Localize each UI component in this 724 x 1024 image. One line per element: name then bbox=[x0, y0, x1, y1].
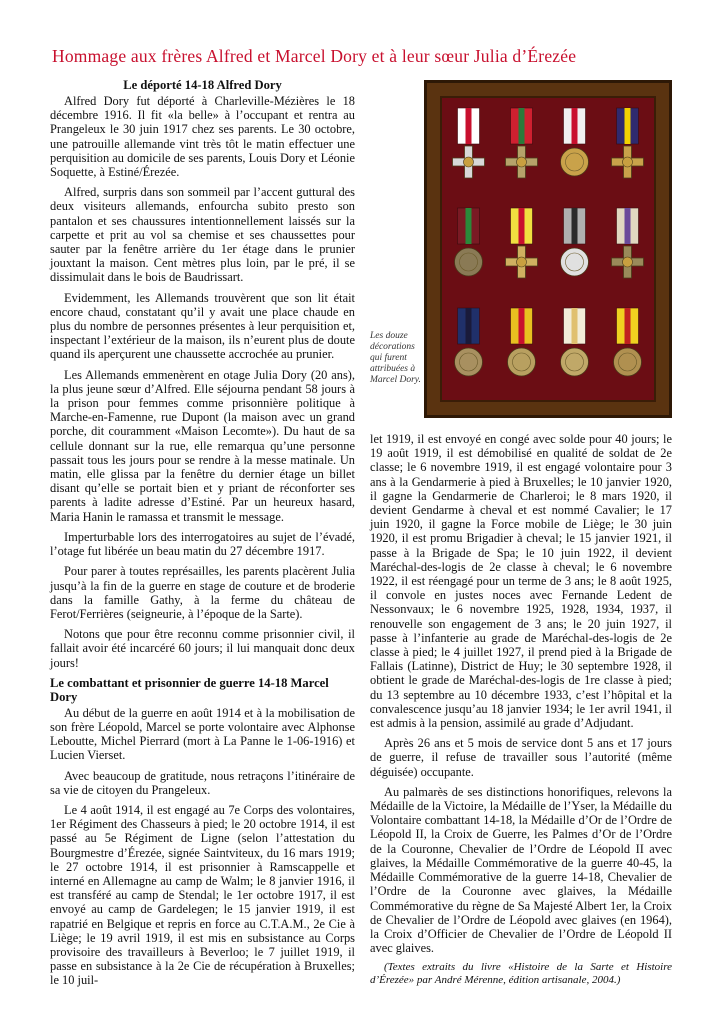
medal bbox=[506, 208, 538, 278]
medals-illustration bbox=[442, 98, 654, 400]
paragraph: Pour parer à toutes représailles, les parents placèrent Julia jusqu’à la fin de la guerre en stage de couture et de broderie dans la famille Gathy, à la ferme du château de Ferot/Ferrières (seigneurie, à l’époque de la Sarte). bbox=[50, 564, 355, 621]
paragraph: Alfred, surpris dans son sommeil par l’accent guttural des deux visiteurs allemands, enfourcha subito presto son pantalon et ses chaussures intentionnellement laissés sur la carpette et prit au vol sa chemise et ses chaussettes pour sauter par la fenêtre arrière du 1er étage dans le prunier jouxtant la maison. Cent mètres plus loin, par le pré, il se dissimulait dans le bois de Baudrissart. bbox=[50, 185, 355, 285]
medal-center bbox=[464, 157, 474, 167]
velvet-backing bbox=[440, 96, 656, 402]
paragraph: Evidemment, les Allemands trouvèrent que son lit était encore chaud, constatant qu’il y avait une place chaude en plus du nombre de personnes présentes à leur perquisition et, inspectant l’extérieur de la maison, ils n’eurent plus de doute quand ils aperçurent une chaussette accrochée au prunier. bbox=[50, 290, 355, 362]
medal-center bbox=[623, 157, 633, 167]
medal bbox=[561, 308, 589, 376]
medal-ribbon-stripe bbox=[519, 308, 525, 344]
medal bbox=[561, 108, 589, 176]
medal-ribbon-stripe bbox=[466, 108, 472, 144]
medal-disc bbox=[561, 148, 589, 176]
medal-ribbon-stripe bbox=[572, 208, 578, 244]
paragraph: Avec beaucoup de gratitude, nous retraçons l’itinéraire de sa vie de citoyen du Prangeleux. bbox=[50, 768, 355, 797]
paragraph: Le 4 août 1914, il est engagé au 7e Corps des volontaires, 1er Régiment des Chasseurs à pied; le 20 octobre 1914, il est passé au 5e Régiment de Ligne (selon l’attestation du Bourgmestre d’Érezée, signée Saintviteux, du 16 mars 1919; le 27 octobre 1914, il est prisonnier à Ramscappelle et interné en Allemagne au camp de Walm; le 8 janvier 1916, il est transféré au camp de Stendal; le 1er octobre 1917, il est envoyé au camp de Gardelegen; le 15 janvier 1919, il est rapatrié en Belgique et repris en force au C.T.A.M., 2e Cie à Liège; le 19 avril 1919, il est mis en subsistance au Corps provisoire des travailleurs à Beverloo; le 7 juillet 1919, il passe en subsistance à la 2e Cie de récupération à Bruxelles; le 10 juil- bbox=[50, 802, 355, 988]
medal-ribbon-stripe bbox=[625, 208, 631, 244]
section-heading-marcel: Le combattant et prisonnier de guerre 14-18 Marcel Dory bbox=[50, 675, 329, 704]
medal bbox=[453, 108, 485, 178]
medal bbox=[614, 308, 642, 376]
paragraph: let 1919, il est envoyé en congé avec solde pour 40 jours; le 19 août 1919, il est démobilisé en qualité de soldat de 2e classe; le 6 novembre 1919, il est engagé volontaire pour 3 ans à la Gendarmerie à pied à Bruxelles; le 10 janvier 1920, il gagne la Gendarmerie de Charleroi; le 8 mars 1920, il devient Gendarme à cheval et est nommé Cavalier; le 17 juin 1920, il gagne la Force mobile de Liège; le 30 juin 1920, il est promu Brigadier à cheval; le 15 janvier 1921, il passe à la Brigade de Spa; le 10 juin 1922, il devient Maréchal-des-logis de 2e classe à cheval; le 6 novembre 1922, il est réengagé pour un terme de 3 ans; le 8 août 1925, il convole en justes noces avec Fernande Ledent de Nessonvaux; le 6 novembre 1925, 1928, 1934, 1937, il renouvelle son engagement de 3 ans; le 20 juin 1927, il passe à l’infanterie au grade de Maréchal-des-logis de 2e classe à pied; le 4 juillet 1927, il prend pied à la Brigade de Fallais (Latinne), District de Huy; le 30 septembre 1928, il obtient le grade de Maréchal-des-logis de 1re classe à pied; du 13 septembre au 10 décembre 1933, c’est l’hôpital et la convalescence jusqu’au 18 janvier 1934; le 1er avril 1941, il est admis à la pension, assimilé au grade d’Adjudant. bbox=[370, 432, 672, 731]
medal-disc bbox=[508, 348, 536, 376]
medal-disc bbox=[455, 348, 483, 376]
medal bbox=[455, 208, 483, 276]
photo-caption: Les douze décorations qui furent attribuées à Marcel Dory. bbox=[370, 331, 421, 385]
paragraph: Au début de la guerre en août 1914 et à la mobilisation de son frère Léopold, Marcel se porte volontaire avec Alphonse Leboutte, Michel Pierrard (mort à La Panne le 1-06-1916) et Lucien Vierset. bbox=[50, 705, 355, 763]
medal-ribbon-stripe bbox=[572, 308, 578, 344]
medal-disc bbox=[561, 348, 589, 376]
medal bbox=[612, 208, 644, 278]
medal-ribbon-stripe bbox=[519, 108, 525, 144]
section-heading-alfred: Le déporté 14-18 Alfred Dory bbox=[123, 78, 282, 92]
medal bbox=[612, 108, 644, 178]
paragraph: Les Allemands emmenèrent en otage Julia Dory (20 ans), la plus jeune sœur d’Alfred. Elle séjourna pendant 58 jours à la prison pour femmes comme prisonnière politique à Marche-en-Famenne, rue Dupont (la maison avec un grand porche, dit couramment «Maison Lecomte»). Du haut de sa cellule donnant sur la rue, elle remarqua qu’une personne passait tous les jours pour se rendre à la messe matinale. Un matin, elle glissa par la fenêtre du dernier étage un billet disant qu’elle se portait bien et y priant de réconforter ses parents à ladite adresse d’Estiné. Par un heureux hasard, Maria Hanin le ramassa et transmit le message. bbox=[50, 367, 355, 524]
medal-ribbon-stripe bbox=[625, 108, 631, 144]
paragraph: Alfred Dory fut déporté à Charleville-Mézières le 18 décembre 1916. Il fit «la belle» à l’occupant et rentra au Prangeleux le 30 juin 1917 chez ses parents. Le 30 octobre, une patrouille allemande vint très tôt le matin effectuer une perquisition au domicile de ses parents, Louis Dory et Léonie Soquette, à Estiné/Érezée. bbox=[50, 94, 355, 180]
medal-ribbon-stripe bbox=[625, 308, 631, 344]
medal bbox=[506, 108, 538, 178]
medal bbox=[455, 308, 483, 376]
paragraph: Après 26 ans et 5 mois de service dont 5 ans et 17 jours de guerre, il refuse de travailler sous l’autorité (même déguisée) occupante. bbox=[370, 736, 672, 779]
medal-ribbon-stripe bbox=[466, 208, 472, 244]
medal-disc bbox=[455, 248, 483, 276]
medal-center bbox=[517, 157, 527, 167]
source-note: (Textes extraits du livre «Histoire de la Sarte et Histoire d’Érezée» par André Mérenne, édition artisanale, 2004.) bbox=[370, 961, 672, 987]
paragraph: Au palmarès de ses distinctions honorifiques, relevons la Médaille de la Victoire, la Médaille de l’Yser, la Médaille du Volontaire combattant 14-18, la Médaille d’Or de l’Ordre de Léopold II, la Croix de Guerre, les Palmes d’Or de l’Ordre de la Couronne, Chevalier de l’Ordre de Léopold II avec glaives, la Médaille Commémorative de la guerre 40-45, la Médaille Commémorative de la guerre 14-18, Chevalier de l’Ordre de la Couronne avec glaives, la Médaille Commémorative du règne de Sa Majesté Albert 1er, la Croix de Chevalier de l’Ordre de Léopold avec glaives (en 1964), la Croix d’Officier de Chevalier de l’Ordre de Léopold II avec glaives. bbox=[370, 784, 672, 956]
medal-ribbon-stripe bbox=[466, 308, 472, 344]
medal-center bbox=[517, 257, 527, 267]
medal-frame-photo bbox=[424, 80, 672, 418]
medal bbox=[561, 208, 589, 276]
medal bbox=[508, 308, 536, 376]
left-column bbox=[50, 78, 355, 994]
page-title: Hommage aux frères Alfred et Marcel Dory et à leur sœur Julia d’Érezée bbox=[52, 46, 577, 66]
medal-ribbon-stripe bbox=[572, 108, 578, 144]
medal-ribbon-stripe bbox=[519, 208, 525, 244]
paragraph: Notons que pour être reconnu comme prisonnier civil, il fallait avoir été incarcéré 60 jours; il lui manquait donc deux jours! bbox=[50, 627, 355, 670]
paragraph: Imperturbable lors des interrogatoires au sujet de l’évadé, l’otage fut libérée un beau matin du 27 décembre 1917. bbox=[50, 529, 355, 559]
right-column bbox=[370, 432, 672, 993]
medal-disc bbox=[561, 248, 589, 276]
medal-disc bbox=[614, 348, 642, 376]
medal-center bbox=[623, 257, 633, 267]
